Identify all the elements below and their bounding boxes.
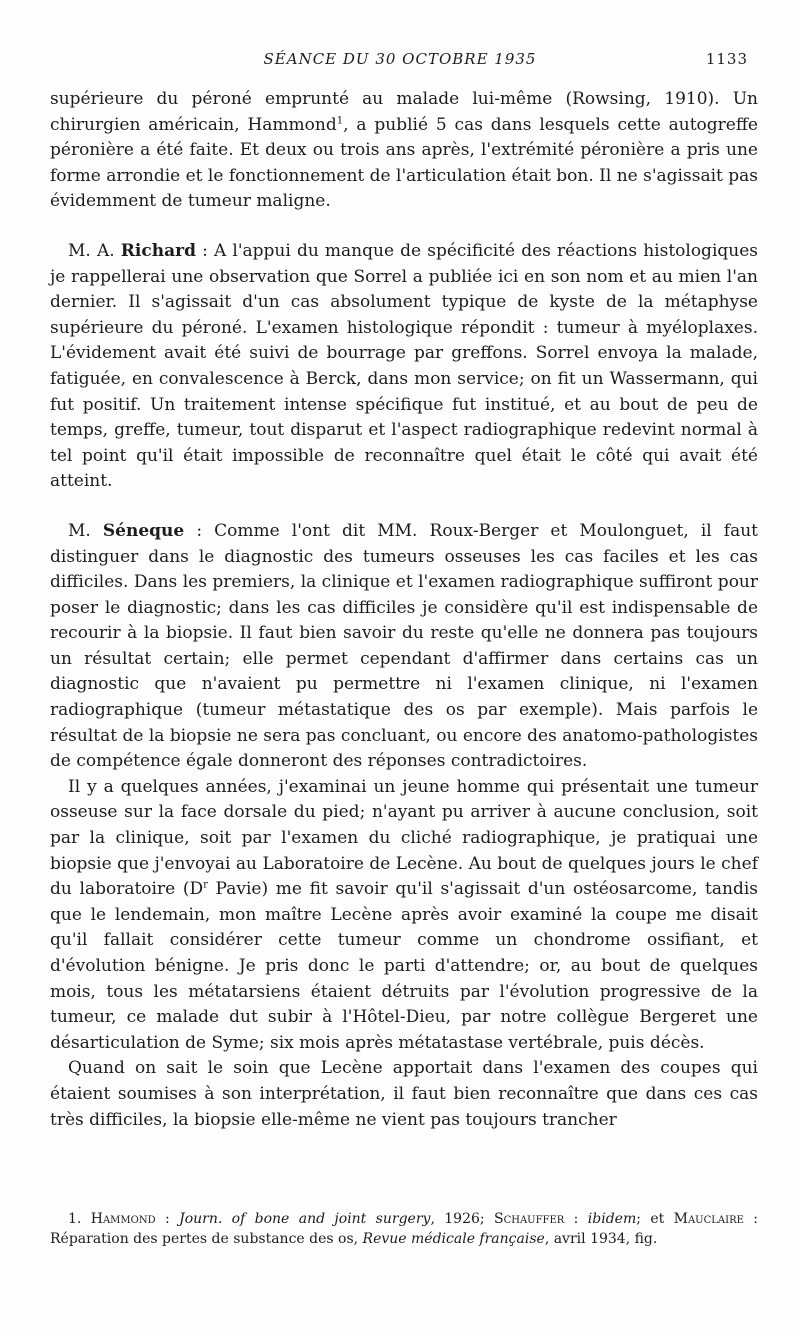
superscript: r — [203, 879, 208, 891]
paragraph-continuation — [50, 87, 758, 215]
footnote-number: 1. — [68, 1211, 82, 1227]
paragraph-case — [50, 775, 758, 1057]
footnote-journal: ibidem — [587, 1211, 637, 1227]
footnote — [50, 1209, 758, 1249]
footnote-author: Hammond — [90, 1211, 156, 1227]
paragraph-text: Quand on sait le soin que Lecène apportait dans l'examen des coupes qui étaient soumises à son interprétation, il faut bien reconnaître que dans ces cas très difficiles, la biopsie elle-même ne vient pas toujours trancher — [50, 1058, 758, 1130]
paragraph-text: : Comme l'ont dit MM. Roux-Berger et Moulonguet, il faut distinguer dans le diagnostic des tumeurs osseuses les cas faciles et les cas difficiles. Dans les premiers, la clinique et l'examen radiographique suffiront pour poser le diagnostic; dans les cas difficiles je considère qu'il est indispensable de recourir à la biopsie. Il faut bien savoir du reste qu'elle ne donnera pas toujours un résultat certain; elle permet cependant d'affirmer dans certains cas un diagnostic que n'avaient pu permettre ni l'examen clinique, ni l'examen radiographique (tumeur métastatique des os par exemple). Mais parfois le résultat de la biopsie ne sera pas concluant, ou encore des anatomo-pathologistes de compétence égale donneront des réponses contradictoires. — [50, 520, 758, 772]
paragraph-conclusion — [50, 1056, 758, 1133]
footnote-text: , avril 1934, fig. — [544, 1231, 658, 1247]
paragraph-text: Pavie) me fit savoir qu'il s'agissait d'un ostéosarcome, tandis que le lendemain, mon maître Lecène après avoir examiné la coupe me disait qu'il fallait considérer cette tumeur comme un chondrome ossifiant, et d'évolution bénigne. Je pris donc le parti d'attendre; or, au bout de quelques mois, tous les métatarsiens étaient détruits par l'évolution progressive de la tumeur, ce malade dut subir à l'Hôtel-Dieu, par notre collègue Bergeret une désarticulation de Syme; six mois après métatastase vertébrale, puis décès. — [50, 879, 759, 1053]
footnote-author: Schauffer — [493, 1211, 565, 1227]
footnote-ref: 1 — [336, 114, 344, 126]
footnote-text: : — [564, 1211, 588, 1227]
paragraph-text: , a publié 5 cas dans lesquels cette autogreffe péronière a été faite. Et deux ou trois ans après, l'extrémité péronière a pris une forme arrondie et le fonctionnement de l'articulation était bon. Il ne s'agissait pas évidemment de tumeur maligne. — [50, 114, 758, 212]
body-text — [50, 87, 758, 1133]
speaker-name: Séneque — [102, 520, 185, 541]
paragraph-richard — [50, 239, 758, 495]
page-number: 1133 — [705, 50, 748, 68]
paragraph-text: Il y a quelques années, j'examinai un jeune homme qui présentait une tumeur osseuse sur la face dorsale du pied; n'ayant pu arriver à aucune conclusion, soit par la clinique, soit par l'examen du cliché radiographique, je pratiquai une biopsie que j'envoyai au Laboratoire de Lecène. Au bout de quelques jours le chef du laboratoire (D — [50, 776, 758, 900]
footnote-text: : Réparation des pertes de substance des os, — [50, 1211, 758, 1247]
footnote-text: ; et — [636, 1211, 674, 1227]
speaker-prefix: M. A. — [68, 240, 115, 261]
footnote-text: : — [155, 1211, 180, 1227]
paragraph-text: : A l'appui du manque de spécificité des réactions histologiques je rappellerai une observation que Sorrel a publiée ici en son nom et au mien l'an dernier. Il s'agissait d'un cas absolument typique de kyste de la métaphyse supérieure du péroné. L'examen histologique répondit : tumeur à myéloplaxes. L'évidement avait été suivi de bourrage par greffons. Sorrel envoya la malade, fatiguée, en convalescence à Berck, dans mon service; on fit un Wassermann, qui fut positif. Un traitement intense spécifique fut institué, et au bout de peu de temps, greffe, tumeur, tout disparut et l'aspect radiographique redevint normal à tel point qu'il était impossible de reconnaître quel était le côté qui avait été atteint. — [50, 240, 758, 492]
speaker-prefix: M. — [68, 520, 91, 541]
footnote-text: , 1926; — [430, 1211, 494, 1227]
footnote-journal: Revue médicale française — [362, 1231, 545, 1247]
paragraph-seneque — [50, 519, 758, 775]
header-title: SÉANCE DU 30 OCTOBRE 1935 — [263, 50, 537, 68]
footnotes — [50, 1209, 758, 1249]
speaker-name: Richard — [120, 240, 196, 261]
paragraph-text: supérieure du péroné emprunté au malade lui-même (Rowsing, 1910). Un chirurgien américain, Hammond — [50, 89, 758, 135]
running-header — [50, 50, 750, 74]
footnote-journal: Journ. of bone and joint surgery — [179, 1211, 431, 1227]
footnote-author: Mauclaire — [673, 1211, 744, 1227]
